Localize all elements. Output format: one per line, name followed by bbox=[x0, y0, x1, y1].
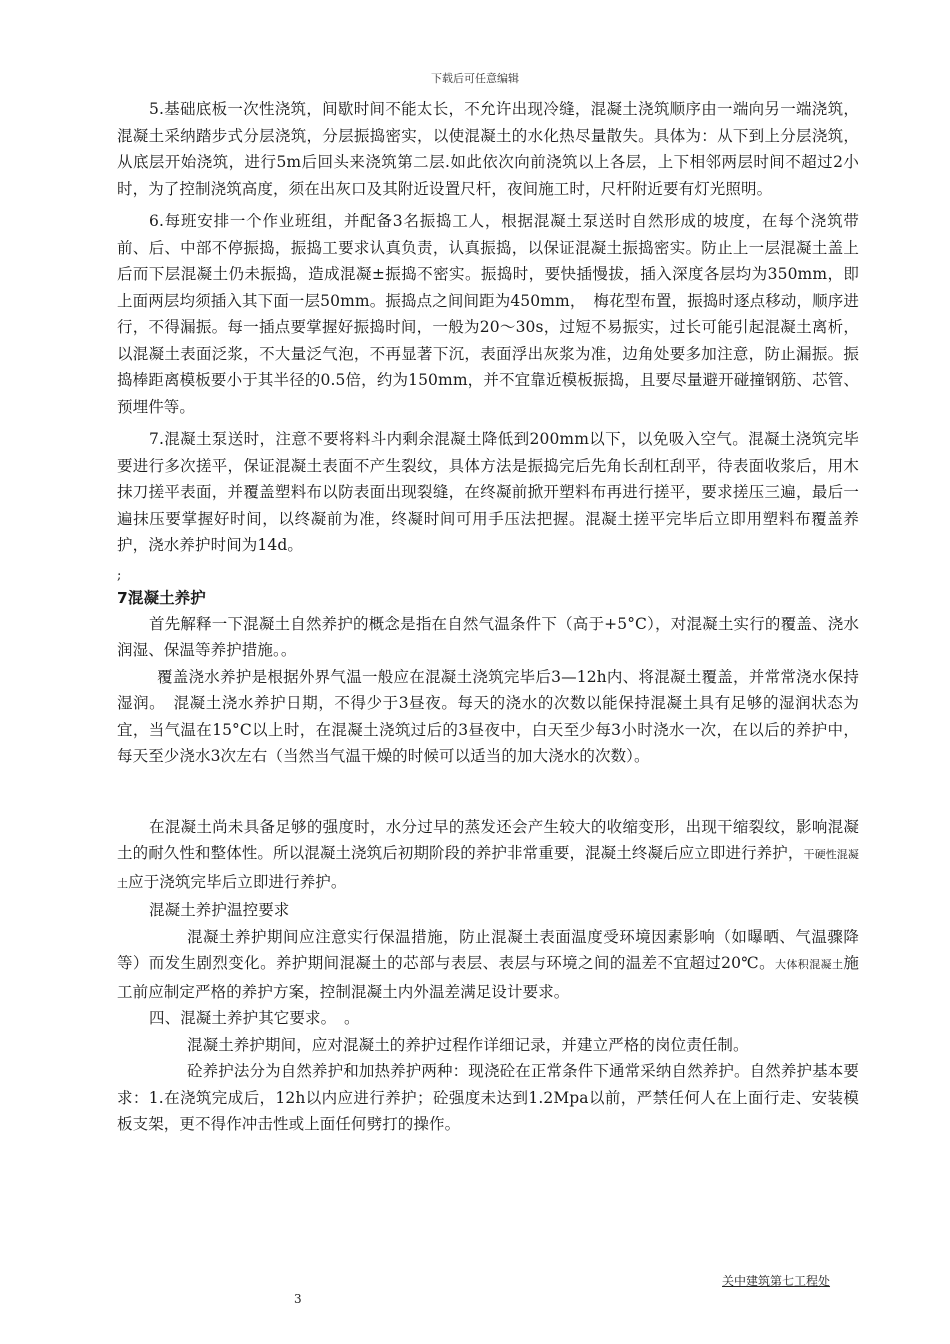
temperature-control-heading: 混凝土养护温控要求 bbox=[149, 901, 290, 919]
temp-control-text-1: 混凝土养护期间应注意实行保温措施，防止混凝土表面温度受环境因素影响（如曝晒、气温骤降等）而发生剧烈变化。养护期间混凝土的芯部与表层、表层与环境之间的温差不宜超过20℃。 bbox=[117, 927, 859, 972]
paragraph-curing-records: 混凝土养护期间，应对混凝土的养护过程作详细记录，并建立严格的岗位责任制。 bbox=[187, 1035, 749, 1054]
temp-control-text-2: 施工前应制定严格的养护方案，控制混凝土内外温差满足设计要求。 bbox=[117, 954, 859, 1001]
page-number: 3 bbox=[294, 1292, 302, 1306]
section-4-heading: 四、混凝土养护其它要求。 。 bbox=[149, 1009, 360, 1027]
early-curing-text-1: 在混凝土尚未具备足够的强度时，水分过早的蒸发还会产生较大的收缩变形，出现干缩裂纹，影响混凝土的耐久性和整体性。所以混凝土浇筑后初期阶段的养护非常重要，混凝土终凝后应立即进行养护， bbox=[117, 817, 859, 862]
paragraph-6: 6.每班安排一个作业班组，并配备3名振捣工人，根据混凝土泵送时自然形成的坡度，在每个浇筑带前、后、中部不停振捣，振捣工要求认真负责，认真振捣，以保证混凝土振捣密实。防止上一层混凝土盖上后而下层混凝土仍未振捣，造成混凝±振捣不密实。振捣时，要快插慢拔，插入深度各层均为350mm，即上面两层均须插入其下面一层50mm。振捣点之间间距为450mm， 梅花型布置，振捣时逐点移动，顺序进行，不得漏振。每一插点要掌握好振捣时间，一般为20～30s，过短不易振实，过长可能引起混凝土离析，以混凝土表面泛浆，不大量泛气泡，不再显著下沉，表面浮出灰浆为准，边角处要多加注意，防止漏振。振捣棒距离模板要小于其半径的0.5倍，约为150mm，并不宜靠近模板振捣，且要尽量避开碰撞钢筋、芯管、预埋件等。 bbox=[117, 212, 859, 416]
page-header: 下载后可任意编辑 bbox=[431, 72, 519, 85]
paragraph-natural-curing: 首先解释一下混凝土自然养护的概念是指在自然气温条件下（高于+5°C），对混凝土实行的覆盖、浇水润湿、保温等养护措施。。 bbox=[117, 614, 859, 659]
section-7-heading: 7混凝土养护 bbox=[117, 588, 206, 607]
paragraph-covering-watering: 覆盖浇水养护是根据外界气温一般应在混凝土浇筑完毕后3—12h内、将混凝土覆盖，并常常浇水保持湿润。 混凝土浇水养护日期，不得少于3昼夜。每天的浇水的次数以能保持混凝土具有足够的湿润状态为宜，当气温在15°C以上时，在混凝土浇筑过后的3昼夜中，白天至少每3小时浇水一次，在以后的养护中，每天至少浇水3次左右（当然当气温干燥的时候可以适当的加大浇水的次数）。 bbox=[117, 667, 859, 765]
stray-semicolon: ; bbox=[117, 567, 122, 583]
paragraph-curing-methods: 砼养护法分为自然养护和加热养护两种：现浇砼在正常条件下通常采纳自然养护。自然养护基本要求：1.在浇筑完成后，12h以内应进行养护；砼强度未达到1.2Mpa以前，严禁任何人在上面行走、安装模板支架，更不得作冲击性或上面任何劈打的操作。 bbox=[117, 1062, 859, 1133]
early-curing-text-2: 应于浇筑完毕后立即进行养护。 bbox=[128, 872, 347, 891]
paragraph-7: 7.混凝土泵送时，注意不要将料斗内剩余混凝土降低到200mm以下，以免吸入空气。混凝土浇筑完毕要进行多次搓平，保证混凝土表面不产生裂纹，具体方法是振捣完后先角长刮杠刮平，待表面收浆后，用木抹刀搓平表面，并覆盖塑料布以防表面出现裂缝，在终凝前掀开塑料布再进行搓平，要求搓压三遍，最后一遍抹压要掌握好时间，以终凝前为准，终凝时间可用手压法把握。混凝土搓平完毕后立即用塑料布覆盖养护，浇水养护时间为14d。 bbox=[117, 430, 859, 554]
document-body bbox=[117, 96, 859, 1138]
mass-concrete-note: 大体积混凝土 bbox=[775, 958, 844, 971]
paragraph-5: 5.基础底板一次性浇筑，间歇时间不能太长，不允许出现冷缝，混凝土浇筑顺序由一端向另一端浇筑，混凝土采纳踏步式分层浇筑，分层振捣密实，以使混凝土的水化热尽量散失。具体为：从下到上分层浇筑，从底层开始浇筑，进行5m后回头来浇筑第二层.如此依次向前浇筑以上各层，上下相邻两层时间不超过2小时，为了控制浇筑高度，须在出灰口及其附近设置尺杆，夜间施工时，尺杆附近要有灯光照明。 bbox=[117, 100, 859, 198]
paragraph-temperature-control bbox=[117, 924, 859, 1006]
dry-concrete-note: 干硬性混凝土 bbox=[117, 848, 860, 890]
paragraph-early-curing bbox=[117, 814, 859, 898]
footer-company: 关中建筑第七工程处 bbox=[722, 1274, 831, 1288]
